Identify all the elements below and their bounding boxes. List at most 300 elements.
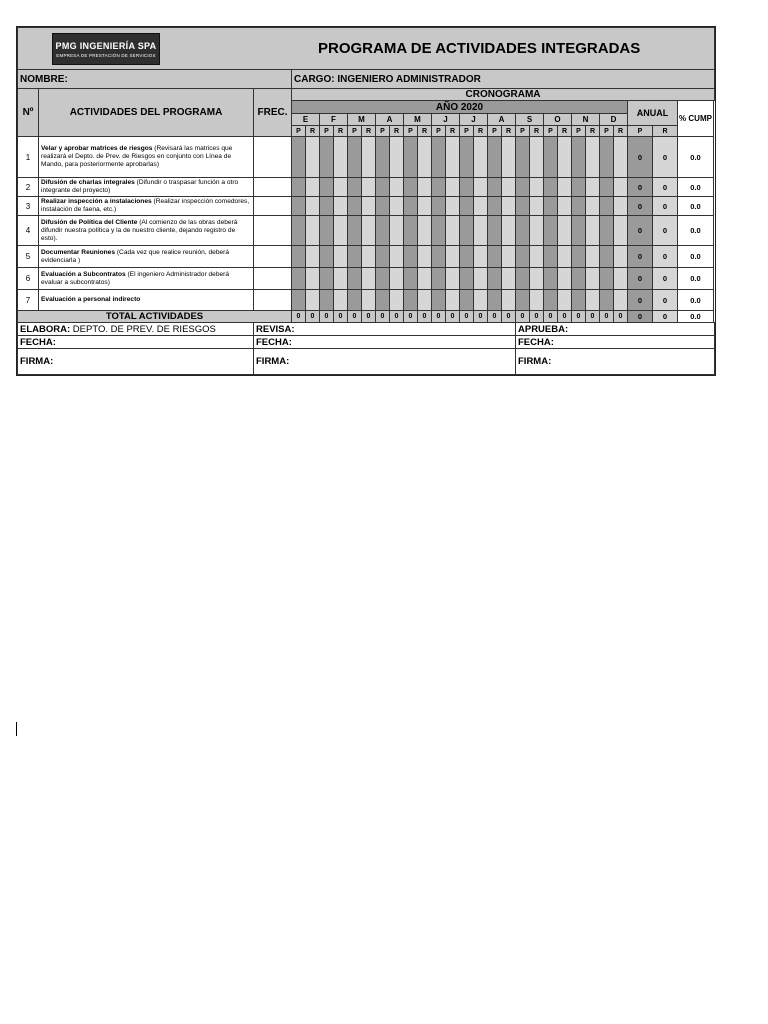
planned-cell[interactable]	[460, 290, 474, 311]
planned-cell[interactable]	[600, 137, 614, 178]
activity-detail: (Revisará las matrices que realizará el Depto. de Prev. de Riesgos en conjunto con Línea de Mando, para posteriormente aprobarlas)	[41, 145, 233, 168]
annual-header: ANUAL	[628, 101, 678, 126]
planned-cell[interactable]	[404, 216, 418, 246]
realized-cell[interactable]	[586, 197, 600, 216]
realized-cell[interactable]	[446, 290, 460, 311]
realized-cell[interactable]	[558, 197, 572, 216]
planned-cell[interactable]	[432, 246, 446, 268]
activity-description-cell[interactable]	[39, 246, 254, 268]
realized-cell[interactable]	[586, 290, 600, 311]
planned-cell[interactable]	[544, 268, 558, 290]
fecha-aprueba-field[interactable]	[516, 336, 715, 349]
activity-description-cell[interactable]	[39, 197, 254, 216]
realized-cell[interactable]	[558, 137, 572, 178]
realized-cell[interactable]	[362, 178, 376, 197]
realized-subheader: R	[362, 126, 376, 137]
realized-cell[interactable]	[614, 178, 628, 197]
planned-cell[interactable]	[376, 268, 390, 290]
firma-revisa-field[interactable]	[254, 349, 516, 375]
realized-cell[interactable]	[362, 246, 376, 268]
planned-cell[interactable]	[488, 290, 502, 311]
planned-cell[interactable]	[572, 268, 586, 290]
planned-cell[interactable]	[432, 268, 446, 290]
fecha-elabora-field[interactable]	[18, 336, 254, 349]
activity-row	[18, 137, 715, 178]
month-header: J	[432, 114, 460, 126]
total-month-value: 0	[334, 311, 348, 323]
planned-cell[interactable]	[460, 268, 474, 290]
total-planned-value: 0	[628, 311, 653, 323]
planned-subheader: P	[348, 126, 362, 137]
realized-cell[interactable]	[530, 137, 544, 178]
realized-cell[interactable]	[614, 290, 628, 311]
planned-subheader: P	[572, 126, 586, 137]
planned-cell[interactable]	[292, 290, 306, 311]
realized-cell[interactable]	[390, 268, 404, 290]
planned-subheader: P	[544, 126, 558, 137]
annual-realized-value: 0	[653, 178, 678, 197]
realized-cell[interactable]	[334, 216, 348, 246]
planned-cell[interactable]	[432, 137, 446, 178]
planned-cell[interactable]	[516, 197, 530, 216]
realized-cell[interactable]	[558, 246, 572, 268]
realized-cell[interactable]	[334, 137, 348, 178]
planned-cell[interactable]	[516, 246, 530, 268]
planned-cell[interactable]	[600, 178, 614, 197]
frequency-cell[interactable]	[254, 290, 292, 311]
activity-title: Difusión de charlas integrales	[41, 179, 135, 186]
realized-cell[interactable]	[530, 197, 544, 216]
realized-cell[interactable]	[474, 290, 488, 311]
realized-cell[interactable]	[530, 178, 544, 197]
total-month-value: 0	[390, 311, 404, 323]
realized-cell[interactable]	[306, 290, 320, 311]
schedule-header: CRONOGRAMA	[292, 89, 715, 101]
planned-cell[interactable]	[488, 197, 502, 216]
realized-cell[interactable]	[502, 197, 516, 216]
planned-cell[interactable]	[404, 137, 418, 178]
realized-cell[interactable]	[390, 246, 404, 268]
realized-subheader: R	[530, 126, 544, 137]
logo-name: PMG INGENIERÍA SPA	[55, 41, 157, 51]
nombre-field[interactable]: NOMBRE:	[18, 70, 292, 89]
planned-cell[interactable]	[320, 246, 334, 268]
planned-cell[interactable]	[516, 216, 530, 246]
total-month-value: 0	[614, 311, 628, 323]
realized-cell[interactable]	[418, 290, 432, 311]
realized-cell[interactable]	[334, 197, 348, 216]
realized-cell[interactable]	[502, 246, 516, 268]
realized-cell[interactable]	[502, 268, 516, 290]
realized-cell[interactable]	[390, 197, 404, 216]
planned-cell[interactable]	[348, 290, 362, 311]
year-header: AÑO 2020	[292, 101, 628, 114]
planned-cell[interactable]	[516, 178, 530, 197]
planned-subheader: P	[600, 126, 614, 137]
text-cursor	[16, 722, 17, 736]
planned-cell[interactable]	[516, 290, 530, 311]
realized-cell[interactable]	[362, 137, 376, 178]
activity-row	[18, 178, 715, 197]
month-header: E	[292, 114, 320, 126]
activity-number: 4	[18, 216, 39, 246]
total-month-value: 0	[320, 311, 334, 323]
realized-cell[interactable]	[474, 268, 488, 290]
planned-cell[interactable]	[432, 290, 446, 311]
planned-cell[interactable]	[348, 178, 362, 197]
realized-cell[interactable]	[390, 290, 404, 311]
realized-cell[interactable]	[530, 246, 544, 268]
compliance-value: 0.0	[678, 137, 714, 178]
month-header: A	[488, 114, 516, 126]
planned-cell[interactable]	[376, 216, 390, 246]
realized-cell[interactable]	[362, 290, 376, 311]
activity-detail: (Cada vez que realice reunión, deberá evidenciarla )	[41, 248, 230, 264]
month-header: D	[600, 114, 628, 126]
planned-cell[interactable]	[348, 268, 362, 290]
realized-subheader: R	[474, 126, 488, 137]
activity-title: Documentar Reuniones	[41, 248, 116, 256]
planned-cell[interactable]	[404, 246, 418, 268]
planned-cell[interactable]	[544, 178, 558, 197]
total-month-value: 0	[586, 311, 600, 323]
planned-cell[interactable]	[544, 197, 558, 216]
planned-cell[interactable]	[516, 268, 530, 290]
realized-cell[interactable]	[306, 268, 320, 290]
planned-cell[interactable]	[292, 137, 306, 178]
month-header: F	[320, 114, 348, 126]
total-month-value: 0	[474, 311, 488, 323]
month-header: S	[516, 114, 544, 126]
month-header: O	[544, 114, 572, 126]
realized-cell[interactable]	[614, 246, 628, 268]
activity-description-cell[interactable]	[39, 268, 254, 290]
total-month-value: 0	[558, 311, 572, 323]
realized-cell[interactable]	[446, 137, 460, 178]
planned-subheader: P	[460, 126, 474, 137]
planned-cell[interactable]	[376, 178, 390, 197]
planned-cell[interactable]	[292, 197, 306, 216]
frequency-cell[interactable]	[254, 246, 292, 268]
planned-subheader: P	[432, 126, 446, 137]
fecha-revisa-label: FECHA:	[256, 336, 292, 348]
annual-realized-value: 0	[653, 137, 678, 178]
planned-cell[interactable]	[292, 178, 306, 197]
planned-cell[interactable]	[488, 246, 502, 268]
realized-cell[interactable]	[418, 246, 432, 268]
realized-cell[interactable]	[502, 178, 516, 197]
compliance-value: 0.0	[678, 197, 714, 216]
realized-cell[interactable]	[614, 137, 628, 178]
annual-realized-value: 0	[653, 197, 678, 216]
activity-detail: (Al comienzo de las obras deberá difundir nuestra política y la de nuestro cliente, dejando registro de esto).	[41, 218, 238, 242]
realized-cell[interactable]	[502, 137, 516, 178]
realized-cell[interactable]	[446, 268, 460, 290]
planned-subheader: P	[292, 126, 306, 137]
total-month-value: 0	[600, 311, 614, 323]
title-bar	[18, 28, 715, 70]
annual-planned-value: 0	[628, 178, 653, 197]
planned-cell[interactable]	[348, 216, 362, 246]
realized-cell[interactable]	[446, 246, 460, 268]
planned-cell[interactable]	[572, 246, 586, 268]
realized-cell[interactable]	[306, 197, 320, 216]
realized-subheader: R	[586, 126, 600, 137]
activity-number: 3	[18, 197, 39, 216]
annual-planned-value: 0	[628, 268, 653, 290]
planned-cell[interactable]	[432, 178, 446, 197]
realized-cell[interactable]	[502, 290, 516, 311]
realized-cell[interactable]	[530, 216, 544, 246]
activity-number: 7	[18, 290, 39, 311]
realized-subheader: R	[306, 126, 320, 137]
realized-cell[interactable]	[474, 178, 488, 197]
realized-cell[interactable]	[586, 216, 600, 246]
frequency-cell[interactable]	[254, 137, 292, 178]
realized-cell[interactable]	[474, 246, 488, 268]
activity-row	[18, 216, 715, 246]
planned-cell[interactable]	[544, 290, 558, 311]
month-header: J	[460, 114, 488, 126]
firma-elabora-field[interactable]	[18, 349, 254, 375]
planned-cell[interactable]	[348, 137, 362, 178]
firma-elabora-label: FIRMA:	[20, 356, 54, 367]
elabora-field[interactable]	[18, 323, 254, 336]
planned-cell[interactable]	[376, 137, 390, 178]
realized-cell[interactable]	[390, 178, 404, 197]
realized-cell[interactable]	[614, 268, 628, 290]
activity-program-sheet	[16, 26, 716, 376]
planned-cell[interactable]	[572, 178, 586, 197]
planned-cell[interactable]	[488, 268, 502, 290]
planned-cell[interactable]	[572, 290, 586, 311]
annual-planned-value: 0	[628, 246, 653, 268]
total-month-value: 0	[544, 311, 558, 323]
annual-realized-subheader: R	[653, 126, 678, 137]
activity-title: Evaluación a Subcontratos	[41, 270, 126, 278]
page-title: PROGRAMA DE ACTIVIDADES INTEGRADAS	[318, 40, 641, 57]
frequency-cell[interactable]	[254, 178, 292, 197]
planned-cell[interactable]	[544, 216, 558, 246]
planned-cell[interactable]	[320, 290, 334, 311]
planned-cell[interactable]	[600, 268, 614, 290]
realized-cell[interactable]	[446, 197, 460, 216]
planned-cell[interactable]	[404, 178, 418, 197]
realized-cell[interactable]	[558, 178, 572, 197]
realized-cell[interactable]	[306, 178, 320, 197]
firma-aprueba-field[interactable]	[516, 349, 715, 375]
annual-realized-value: 0	[653, 246, 678, 268]
planned-cell[interactable]	[348, 197, 362, 216]
realized-cell[interactable]	[418, 137, 432, 178]
realized-cell[interactable]	[614, 216, 628, 246]
realized-subheader: R	[334, 126, 348, 137]
planned-cell[interactable]	[292, 216, 306, 246]
firma-revisa-label: FIRMA:	[256, 356, 290, 367]
aprueba-field[interactable]	[516, 323, 715, 336]
month-header: N	[572, 114, 600, 126]
realized-subheader: R	[390, 126, 404, 137]
realized-cell[interactable]	[586, 246, 600, 268]
realized-cell[interactable]	[558, 290, 572, 311]
annual-planned-value: 0	[628, 216, 653, 246]
planned-cell[interactable]	[320, 197, 334, 216]
firma-aprueba-label: FIRMA:	[518, 356, 552, 367]
realized-cell[interactable]	[334, 246, 348, 268]
planned-cell[interactable]	[404, 290, 418, 311]
total-month-value: 0	[488, 311, 502, 323]
cargo-field: CARGO: INGENIERO ADMINISTRADOR	[292, 70, 715, 89]
total-compliance-value: 0.0	[678, 311, 714, 323]
realized-cell[interactable]	[446, 216, 460, 246]
activity-title: Difusión de Política del Cliente	[41, 218, 138, 226]
activity-description-cell[interactable]	[39, 290, 254, 311]
realized-cell[interactable]	[586, 268, 600, 290]
fecha-revisa-field[interactable]	[254, 336, 516, 349]
activity-description-cell[interactable]	[39, 137, 254, 178]
realized-cell[interactable]	[306, 216, 320, 246]
activity-row	[18, 268, 715, 290]
planned-cell[interactable]	[320, 268, 334, 290]
activity-row	[18, 197, 715, 216]
planned-cell[interactable]	[600, 246, 614, 268]
realized-cell[interactable]	[334, 290, 348, 311]
realized-cell[interactable]	[334, 268, 348, 290]
realized-cell[interactable]	[362, 268, 376, 290]
activity-detail: (El ingeniero Administrador deberá evaluar a subcontratos)	[41, 270, 230, 286]
activity-title: Velar y aprobar matrices de riesgos	[41, 145, 153, 152]
planned-cell[interactable]	[460, 197, 474, 216]
planned-cell[interactable]	[320, 137, 334, 178]
frequency-cell[interactable]	[254, 268, 292, 290]
planned-cell[interactable]	[488, 216, 502, 246]
frequency-cell[interactable]	[254, 197, 292, 216]
planned-cell[interactable]	[488, 137, 502, 178]
planned-cell[interactable]	[432, 216, 446, 246]
realized-cell[interactable]	[418, 268, 432, 290]
planned-cell[interactable]	[600, 197, 614, 216]
planned-cell[interactable]	[600, 290, 614, 311]
fecha-elabora-label: FECHA:	[20, 336, 56, 348]
planned-subheader: P	[404, 126, 418, 137]
realized-cell[interactable]	[362, 197, 376, 216]
planned-cell[interactable]	[460, 246, 474, 268]
total-month-value: 0	[572, 311, 586, 323]
realized-subheader: R	[446, 126, 460, 137]
planned-cell[interactable]	[600, 216, 614, 246]
realized-cell[interactable]	[530, 290, 544, 311]
realized-cell[interactable]	[474, 137, 488, 178]
planned-subheader: P	[488, 126, 502, 137]
realized-cell[interactable]	[418, 216, 432, 246]
realized-cell[interactable]	[586, 178, 600, 197]
activity-title: Realizar inspección a instalaciones	[41, 198, 152, 205]
planned-cell[interactable]	[460, 178, 474, 197]
total-month-value: 0	[446, 311, 460, 323]
elabora-label: ELABORA:	[20, 323, 71, 335]
planned-cell[interactable]	[348, 246, 362, 268]
number-header: Nº	[18, 89, 39, 137]
planned-cell[interactable]	[320, 216, 334, 246]
planned-cell[interactable]	[516, 137, 530, 178]
planned-cell[interactable]	[572, 197, 586, 216]
realized-cell[interactable]	[530, 268, 544, 290]
planned-cell[interactable]	[572, 216, 586, 246]
planned-cell[interactable]	[292, 268, 306, 290]
realized-cell[interactable]	[334, 178, 348, 197]
planned-cell[interactable]	[432, 197, 446, 216]
fecha-aprueba-label: FECHA:	[518, 336, 554, 348]
realized-cell[interactable]	[418, 197, 432, 216]
realized-cell[interactable]	[586, 137, 600, 178]
activity-description-cell[interactable]	[39, 178, 254, 197]
planned-cell[interactable]	[404, 197, 418, 216]
activity-detail: (Realizar inspección comedores, instalación de faena, etc.)	[41, 198, 250, 213]
planned-cell[interactable]	[544, 137, 558, 178]
planned-cell[interactable]	[544, 246, 558, 268]
annual-realized-value: 0	[653, 268, 678, 290]
realized-cell[interactable]	[418, 178, 432, 197]
planned-cell[interactable]	[292, 246, 306, 268]
planned-cell[interactable]	[376, 246, 390, 268]
annual-planned-value: 0	[628, 137, 653, 178]
realized-cell[interactable]	[502, 216, 516, 246]
planned-cell[interactable]	[320, 178, 334, 197]
logo-tagline: EMPRESA DE PRESTACIÓN DE SERVICIOS	[56, 53, 156, 58]
realized-cell[interactable]	[362, 216, 376, 246]
month-header: M	[404, 114, 432, 126]
realized-cell[interactable]	[558, 216, 572, 246]
realized-cell[interactable]	[390, 216, 404, 246]
realized-cell[interactable]	[614, 197, 628, 216]
annual-realized-value: 0	[653, 216, 678, 246]
activity-number: 6	[18, 268, 39, 290]
planned-subheader: P	[376, 126, 390, 137]
compliance-value: 0.0	[678, 268, 714, 290]
planned-subheader: P	[320, 126, 334, 137]
planned-cell[interactable]	[376, 197, 390, 216]
planned-cell[interactable]	[460, 137, 474, 178]
realized-cell[interactable]	[306, 246, 320, 268]
revisa-field[interactable]	[254, 323, 516, 336]
total-month-value: 0	[348, 311, 362, 323]
planned-cell[interactable]	[488, 178, 502, 197]
total-month-value: 0	[306, 311, 320, 323]
planned-cell[interactable]	[376, 290, 390, 311]
planned-cell[interactable]	[404, 268, 418, 290]
activity-description-cell[interactable]	[39, 216, 254, 246]
annual-planned-value: 0	[628, 290, 653, 311]
realized-cell[interactable]	[390, 137, 404, 178]
realized-cell[interactable]	[558, 268, 572, 290]
total-month-value: 0	[292, 311, 306, 323]
planned-cell[interactable]	[572, 137, 586, 178]
realized-subheader: R	[614, 126, 628, 137]
planned-cell[interactable]	[460, 216, 474, 246]
realized-cell[interactable]	[306, 137, 320, 178]
total-month-value: 0	[404, 311, 418, 323]
realized-cell[interactable]	[474, 197, 488, 216]
realized-cell[interactable]	[446, 178, 460, 197]
activity-title: Evaluación a personal indirecto	[41, 296, 141, 303]
total-month-value: 0	[502, 311, 516, 323]
realized-cell[interactable]	[474, 216, 488, 246]
total-realized-value: 0	[653, 311, 678, 323]
compliance-header: % CUMP	[678, 101, 714, 137]
total-month-value: 0	[516, 311, 530, 323]
frequency-cell[interactable]	[254, 216, 292, 246]
activity-detail: (Difundir o traspasar función a otro integrante del proyecto)	[41, 179, 239, 194]
